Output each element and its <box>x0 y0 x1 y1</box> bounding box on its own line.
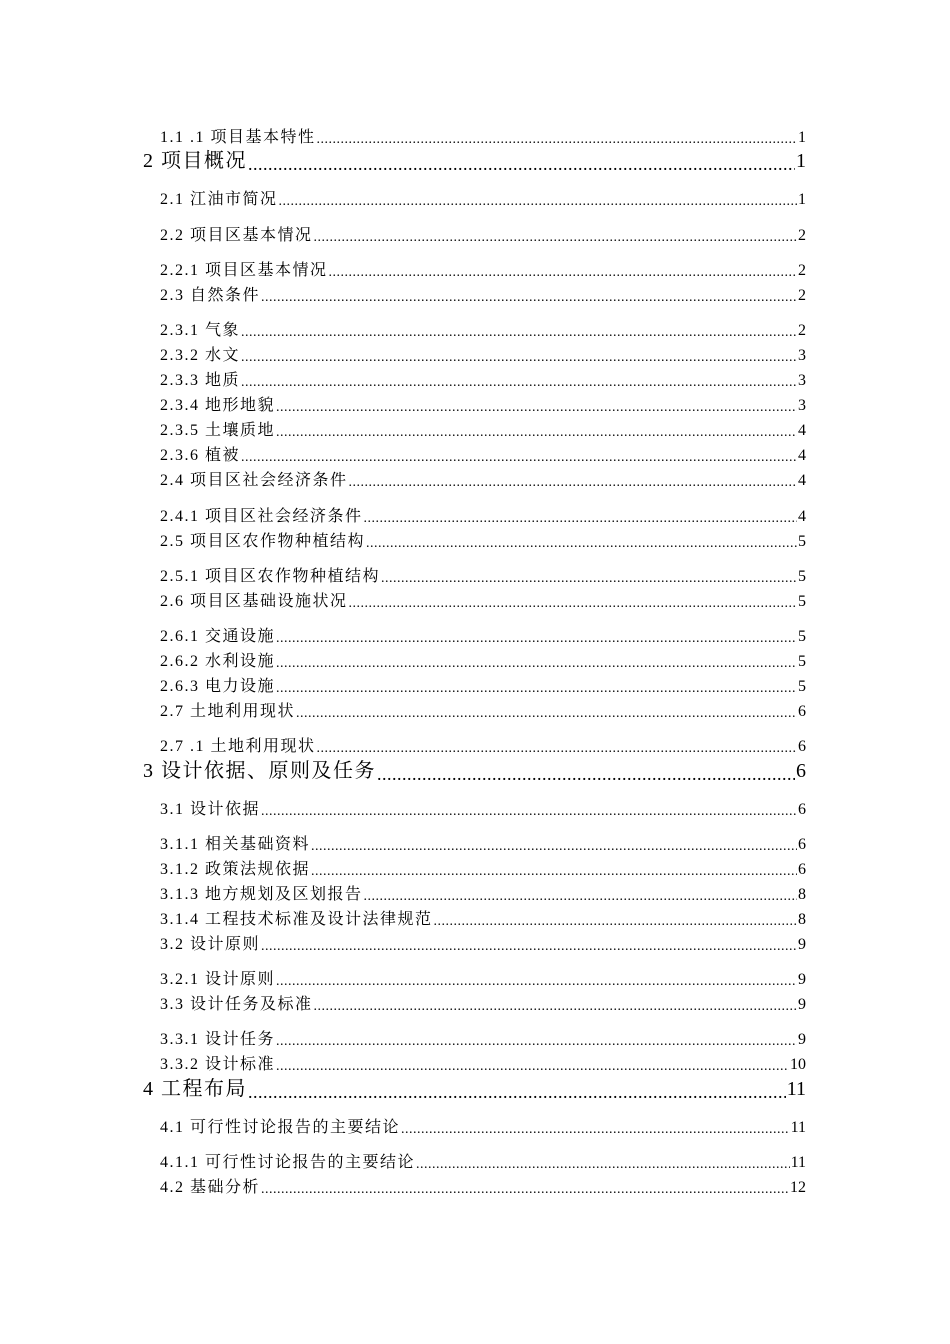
toc-entry-page: 1 <box>798 191 806 208</box>
toc-entry-page: 11 <box>790 1154 806 1171</box>
toc-leader-dots <box>434 910 797 930</box>
toc-entry-label: 2.6.2 水利设施 <box>160 653 276 670</box>
toc-entry[interactable] <box>160 908 806 930</box>
toc-leader-dots <box>276 1055 789 1075</box>
toc-entry-label: 4.2 基础分析 <box>160 1179 261 1196</box>
toc-entry[interactable] <box>160 1116 806 1138</box>
toc-leader-dots <box>248 148 795 174</box>
toc-entry-page: 5 <box>798 593 806 610</box>
toc-leader-dots <box>276 652 797 672</box>
toc-leader-dots <box>349 471 797 491</box>
toc-entry-chapter[interactable] <box>143 756 806 784</box>
toc-entry-page: 2 <box>798 322 806 339</box>
toc-entry[interactable] <box>160 833 806 855</box>
toc-entry-page: 2 <box>798 227 806 244</box>
toc-entry-label: 2.3.3 地质 <box>160 372 241 389</box>
toc-leader-dots <box>261 1178 789 1198</box>
toc-entry-page: 6 <box>798 801 806 818</box>
toc-entry-page: 6 <box>798 703 806 720</box>
toc-entry[interactable] <box>160 444 806 466</box>
toc-entry[interactable] <box>160 968 806 990</box>
toc-entry-label: 3.2.1 设计原则 <box>160 971 276 988</box>
toc-entry[interactable] <box>160 505 806 527</box>
toc-entry-page: 8 <box>798 886 806 903</box>
toc-entry-page: 5 <box>798 678 806 695</box>
toc-leader-dots <box>377 758 795 784</box>
toc-entry[interactable] <box>160 993 806 1015</box>
toc-leader-dots <box>241 371 797 391</box>
toc-leader-dots <box>364 885 797 905</box>
toc-entry[interactable] <box>160 625 806 647</box>
toc-entry-page: 11 <box>790 1119 806 1136</box>
toc-entry-label: 3.1.2 政策法规依据 <box>160 861 311 878</box>
toc-entry-page: 2 <box>798 262 806 279</box>
toc-leader-dots <box>241 321 797 341</box>
toc-entry[interactable] <box>160 858 806 880</box>
toc-leader-dots <box>317 128 797 148</box>
toc-entry[interactable] <box>160 735 806 757</box>
toc-entry[interactable] <box>160 650 806 672</box>
toc-entry-page: 5 <box>798 568 806 585</box>
toc-entry-page: 10 <box>790 1056 806 1073</box>
toc-entry[interactable] <box>160 344 806 366</box>
toc-entry[interactable] <box>160 369 806 391</box>
toc-leader-dots <box>276 421 797 441</box>
toc-entry-page: 8 <box>798 911 806 928</box>
toc-leader-dots <box>314 226 797 246</box>
toc-leader-dots <box>241 346 797 366</box>
toc-entry[interactable] <box>160 675 806 697</box>
toc-leader-dots <box>311 860 797 880</box>
toc-leader-dots <box>311 835 797 855</box>
toc-entry-label: 3.3.2 设计标准 <box>160 1056 276 1073</box>
toc-leader-dots <box>241 446 797 466</box>
toc-leader-dots <box>317 737 797 757</box>
toc-leader-dots <box>276 677 797 697</box>
toc-entry-page: 1 <box>796 150 806 172</box>
toc-entry[interactable] <box>160 530 806 552</box>
toc-entry-page: 5 <box>798 628 806 645</box>
toc-entry[interactable] <box>160 224 806 246</box>
toc-leader-dots <box>261 286 797 306</box>
toc-entry-page: 6 <box>796 760 806 782</box>
toc-entry-label: 2.7 .1 土地利用现状 <box>160 738 316 755</box>
toc-leader-dots <box>401 1118 790 1138</box>
toc-entry-label: 2.2.1 项目区基本情况 <box>160 262 328 279</box>
toc-entry[interactable] <box>160 419 806 441</box>
toc-entry-page: 9 <box>798 936 806 953</box>
toc-entry-page: 5 <box>798 653 806 670</box>
toc-entry-label: 3.1.1 相关基础资料 <box>160 836 311 853</box>
toc-entry-label: 2.1 江油市简况 <box>160 191 278 208</box>
toc-leader-dots <box>276 1030 797 1050</box>
toc-entry[interactable] <box>160 1053 806 1075</box>
toc-leader-dots <box>366 532 797 552</box>
toc-entry-label: 2.3.6 植被 <box>160 447 241 464</box>
toc-entry-label: 2.3.4 地形地貌 <box>160 397 276 414</box>
toc-entry[interactable] <box>160 1028 806 1050</box>
toc-entry[interactable] <box>160 700 806 722</box>
toc-entry-page: 6 <box>798 861 806 878</box>
toc-entry-page: 4 <box>798 422 806 439</box>
toc-entry-page: 9 <box>798 1031 806 1048</box>
toc-entry-page: 4 <box>798 508 806 525</box>
toc-entry-label: 3.1.3 地方规划及区划报告 <box>160 886 363 903</box>
toc-entry-label: 2.6 项目区基础设施状况 <box>160 593 348 610</box>
toc-entry[interactable] <box>160 319 806 341</box>
toc-leader-dots <box>276 970 797 990</box>
toc-entry-label: 2.6.1 交通设施 <box>160 628 276 645</box>
toc-entry-page: 12 <box>790 1179 806 1196</box>
toc-leader-dots <box>314 995 797 1015</box>
toc-entry-label: 3.1.4 工程技术标准及设计法律规范 <box>160 911 433 928</box>
toc-entry[interactable] <box>160 565 806 587</box>
toc-leader-dots <box>276 627 797 647</box>
toc-leader-dots <box>329 261 797 281</box>
toc-entry-label: 3.1 设计依据 <box>160 801 261 818</box>
toc-entry[interactable] <box>160 798 806 820</box>
toc-entry-page: 3 <box>798 372 806 389</box>
toc-entry-label: 2.5 项目区农作物种植结构 <box>160 533 366 550</box>
toc-leader-dots <box>261 935 797 955</box>
toc-entry[interactable] <box>160 1176 806 1198</box>
toc-entry-label: 3.2 设计原则 <box>160 936 261 953</box>
toc-entry-page: 3 <box>798 347 806 364</box>
toc-entry-page: 4 <box>798 447 806 464</box>
toc-entry-label: 2.2 项目区基本情况 <box>160 227 313 244</box>
toc-entry-label: 2.7 土地利用现状 <box>160 703 296 720</box>
toc-leader-dots <box>261 800 797 820</box>
toc-leader-dots <box>416 1153 790 1173</box>
toc-entry[interactable] <box>160 188 806 210</box>
toc-entry-label: 4.1 可行性讨论报告的主要结论 <box>160 1119 401 1136</box>
toc-entry-label: 2 项目概况 <box>143 150 247 172</box>
toc-leader-dots <box>296 702 797 722</box>
toc-leader-dots <box>276 396 797 416</box>
toc-entry-label: 2.5.1 项目区农作物种植结构 <box>160 568 381 585</box>
toc-entry-label: 3.3.1 设计任务 <box>160 1031 276 1048</box>
toc-entry-page: 9 <box>798 971 806 988</box>
toc-entry-label: 2.4 项目区社会经济条件 <box>160 472 348 489</box>
toc-entry-label: 2.3.1 气象 <box>160 322 241 339</box>
toc-entry-page: 2 <box>798 287 806 304</box>
toc-entry-label: 2.3 自然条件 <box>160 287 261 304</box>
toc-leader-dots <box>248 1076 786 1102</box>
toc-entry-page: 9 <box>798 996 806 1013</box>
toc-entry[interactable] <box>160 933 806 955</box>
toc-entry[interactable] <box>160 469 806 491</box>
toc-entry-chapter[interactable] <box>143 146 806 174</box>
toc-entry-label: 2.6.3 电力设施 <box>160 678 276 695</box>
toc-entry-page: 3 <box>798 397 806 414</box>
toc-entry-label: 1.1 .1 项目基本特性 <box>160 129 316 146</box>
toc-entry[interactable] <box>160 126 806 148</box>
toc-leader-dots <box>381 567 797 587</box>
toc-entry[interactable] <box>160 394 806 416</box>
toc-leader-dots <box>279 190 797 210</box>
toc-entry-label: 3.3 设计任务及标准 <box>160 996 313 1013</box>
toc-entry-label: 2.3.2 水文 <box>160 347 241 364</box>
toc-entry-label: 2.3.5 土壤质地 <box>160 422 276 439</box>
toc-entry-label: 3 设计依据、原则及任务 <box>143 760 376 782</box>
toc-entry-page: 11 <box>786 1078 806 1100</box>
toc-leader-dots <box>349 592 797 612</box>
toc-leader-dots <box>364 507 797 527</box>
toc-entry-label: 4 工程布局 <box>143 1078 247 1100</box>
toc-entry-page: 1 <box>798 129 806 146</box>
toc-entry-label: 4.1.1 可行性讨论报告的主要结论 <box>160 1154 416 1171</box>
toc-entry-label: 2.4.1 项目区社会经济条件 <box>160 508 363 525</box>
toc-entry[interactable] <box>160 883 806 905</box>
toc-entry-page: 5 <box>798 533 806 550</box>
toc-entry[interactable] <box>160 284 806 306</box>
toc-entry-page: 6 <box>798 738 806 755</box>
toc-entry-chapter[interactable] <box>143 1074 806 1102</box>
toc-entry-page: 4 <box>798 472 806 489</box>
toc-entry[interactable] <box>160 1151 806 1173</box>
toc-entry-page: 6 <box>798 836 806 853</box>
toc-entry[interactable] <box>160 259 806 281</box>
toc-entry[interactable] <box>160 590 806 612</box>
